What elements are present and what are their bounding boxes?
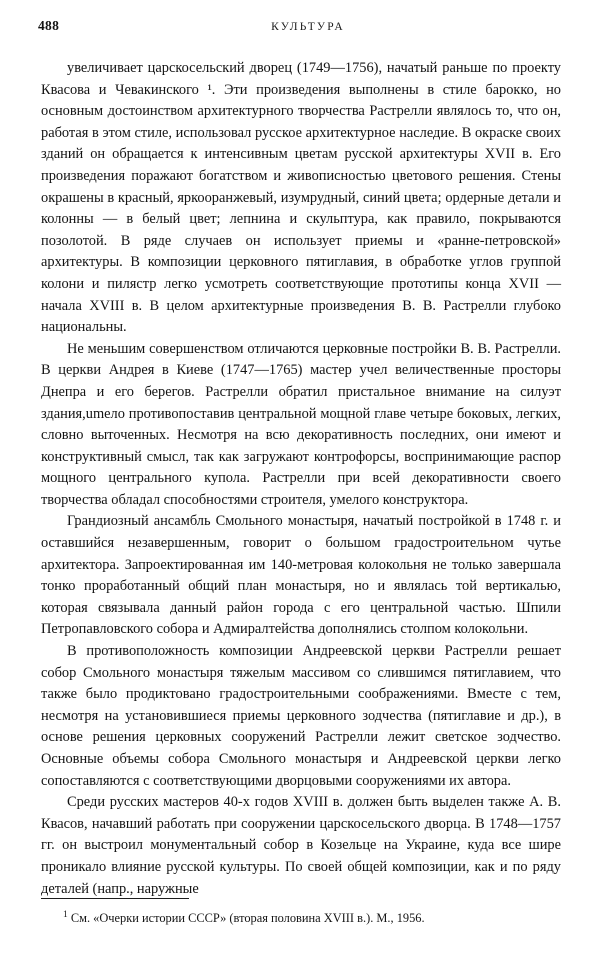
footnote-area [41,898,561,927]
body-text [41,58,561,900]
running-head: КУЛЬТУРА [271,21,345,33]
footnote-text: См. «Очерки истории СССР» (вторая половина XVIII в.). М., 1956. [70,911,425,925]
footnote-marker: 1 [63,909,68,920]
page-number: 488 [38,18,60,33]
page-header [38,18,562,36]
paragraph: Грандиозный ансамбль Смольного монастыря, начатый постройкой в 1748 г. и оставшийся незавершенным, говорит о большом градостроительном чутье архитектора. Запроектированная им 140-метровая колокольня не только завершала тонко проработанный общий план монастыря, но и являлась той вертикалью, которая связывала данный район города с его центральной частью. Шпили Петропавловского собора и Адмиралтейства дополнялись столпом колокольни. [41,513,561,638]
paragraph: В противоположность композиции Андреевской церкви Растрелли решает собор Смольного монастыря тяжелым массивом со слившимся пятиглавием, что также было продиктовано градостроительными соображениями. Вместе с тем, несмотря на установившиеся приемы церковного зодчества (пятиглавие и др.), в основе решения церковных сооружений Растрелли лежит светское зодчество. Основные объемы собора Смольного монастыря и Андреевской церкви легко сопоставляются с соответствующими дворцовыми сооружениями их автора. [41,643,561,789]
paragraph: Среди русских мастеров 40-х годов XVIII в. должен быть выделен также А. В. Квасов, начавший работать при сооружении царскосельского дворца. В 1748—1757 гг. он выстроил монументальный собор в Козельце на Украине, куда все шире проникало влияние русской культуры. По своей общей композиции, как и по ряду деталей (напр., наружные [41,794,561,897]
paragraph: увеличивает царскосельский дворец (1749—1756), начатый раньше по проекту Квасова и Чевакинского ¹. Эти произведения выполнены в стиле барокко, но основным достоинством архитектурного творчества Растрелли являлось то, что он, работая в этом стиле, использовал русское архитектурное наследие. В окраске своих зданий он обращается к интенсивным цветам русской архитектуры XVII в. Его произведения поражают богатством и живописностью цветового решения. Стены окрашены в красный, яркооранжевый, изумрудный, синий цвета; ордерные детали и колонны — в белый цвет; лепнина и скульптура, как правило, покрываются позолотой. В ряде случаев он использует приемы и «ранне-петровской» архитектуры. В композиции церковного пятиглавия, в обработке углов группой колони и пилястр легко усмотреть соответствующие прототипы конца XVII — начала XVIII в. В целом архитектурные произведения В. В. Растрелли глубоко национальны. [41,60,561,336]
footnote-divider [41,898,189,899]
footnote [41,910,561,927]
paragraph: Не меньшим совершенством отличаются церковные постройки В. В. Растрелли. В церкви Андрея в Киеве (1747—1765) мастер учел величественные просторы Днепра и его берегов. Растрелли обратил пристальное внимание на силуэт здания,umeло противопоставив центральной мощной главе четыре боковых, легких, словно выточенных. Несмотря на всю декоративность последних, они имеют и конструктивный смысл, так как загружают контрофорсы, воспринимающие распор мощного центрального купола. Растрелли при всей декоративности своего творчества обладал способностями строителя, умелого конструктора. [41,340,561,508]
